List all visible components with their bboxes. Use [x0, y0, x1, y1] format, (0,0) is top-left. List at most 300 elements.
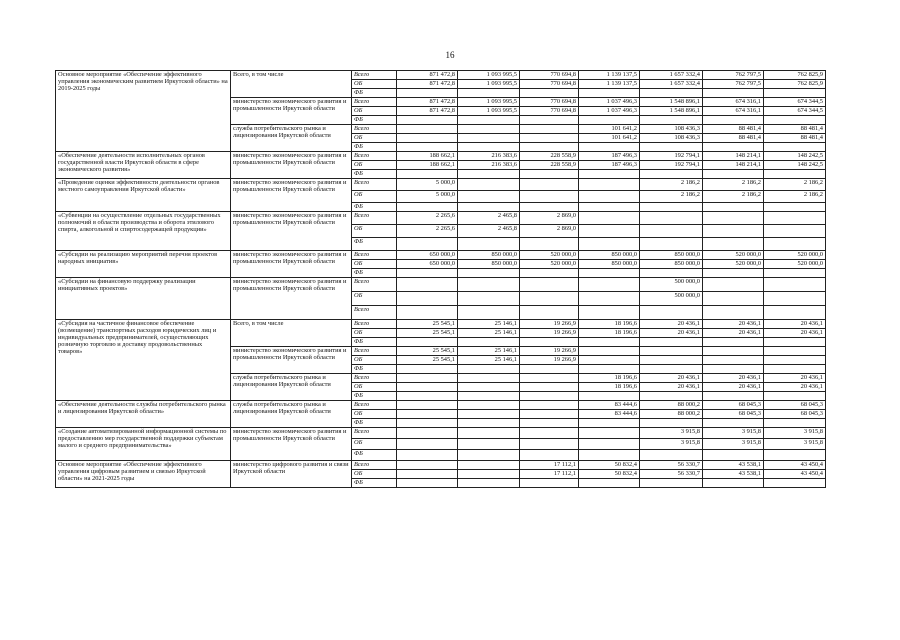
amount-cell: 188 662,1	[397, 152, 458, 161]
funding-source: ФБ	[352, 419, 397, 428]
amount-cell	[397, 439, 458, 450]
amount-cell	[458, 392, 520, 401]
amount-cell	[458, 338, 520, 347]
amount-cell: 1 139 137,5	[579, 71, 640, 80]
amount-cell	[520, 450, 579, 461]
amount-cell	[764, 338, 826, 347]
amount-cell	[458, 191, 520, 203]
amount-cell	[703, 225, 764, 238]
amount-cell	[458, 410, 520, 419]
amount-cell: 500 000,0	[640, 292, 703, 306]
amount-cell	[397, 365, 458, 374]
amount-cell: 25 545,1	[397, 347, 458, 356]
amount-cell: 1 037 496,3	[579, 98, 640, 107]
amount-cell: 674 316,1	[703, 107, 764, 116]
amount-cell	[703, 203, 764, 212]
amount-cell: 20 436,1	[764, 320, 826, 329]
amount-cell	[397, 203, 458, 212]
amount-cell: 3 915,8	[764, 428, 826, 439]
funding-source: ОБ	[352, 410, 397, 419]
page-number: 16	[445, 50, 455, 60]
amount-cell	[579, 356, 640, 365]
amount-cell: 43 450,4	[764, 470, 826, 479]
amount-cell: 68 045,3	[764, 410, 826, 419]
amount-cell	[579, 143, 640, 152]
amount-cell: 2 186,2	[640, 179, 703, 191]
amount-cell	[458, 383, 520, 392]
amount-cell	[703, 450, 764, 461]
amount-cell: 25 545,1	[397, 329, 458, 338]
amount-cell: 56 330,7	[640, 461, 703, 470]
amount-cell: 68 045,3	[703, 401, 764, 410]
amount-cell	[703, 479, 764, 488]
amount-cell	[520, 179, 579, 191]
funding-source: ФБ	[352, 203, 397, 212]
amount-cell	[397, 269, 458, 278]
amount-cell: 25 146,1	[458, 329, 520, 338]
amount-cell	[640, 338, 703, 347]
amount-cell: 187 496,3	[579, 161, 640, 170]
amount-cell: 500 000,0	[640, 278, 703, 292]
amount-cell: 20 436,1	[703, 329, 764, 338]
table-row	[56, 212, 826, 225]
amount-cell: 762 825,9	[764, 80, 826, 89]
amount-cell	[520, 338, 579, 347]
amount-cell: 187 496,3	[579, 152, 640, 161]
funding-source: ФБ	[352, 116, 397, 125]
responsible-executor: министерство экономического развития и промышленности Иркутской области	[231, 98, 352, 125]
amount-cell	[579, 116, 640, 125]
amount-cell: 20 436,1	[764, 329, 826, 338]
amount-cell	[764, 365, 826, 374]
amount-cell	[397, 116, 458, 125]
amount-cell	[764, 419, 826, 428]
responsible-executor: министерство экономического развития и промышленности Иркутской области	[231, 251, 352, 278]
amount-cell: 2 265,6	[397, 225, 458, 238]
amount-cell	[520, 392, 579, 401]
funding-source: Всего	[352, 347, 397, 356]
amount-cell: 520 000,0	[703, 260, 764, 269]
amount-cell: 650 000,0	[397, 260, 458, 269]
amount-cell: 148 242,5	[764, 152, 826, 161]
amount-cell	[520, 89, 579, 98]
amount-cell	[764, 89, 826, 98]
measure-description: Основное мероприятие «Обеспечение эффективного управления цифровым развитием и связью Иркутской области» на 2021-2025 годы	[56, 461, 231, 488]
funding-source: ОБ	[352, 260, 397, 269]
amount-cell: 68 045,3	[764, 401, 826, 410]
responsible-executor: министерство цифрового развития и связи Иркутской области	[231, 461, 352, 488]
amount-cell	[640, 347, 703, 356]
amount-cell	[579, 365, 640, 374]
funding-source: ФБ	[352, 170, 397, 179]
amount-cell	[458, 439, 520, 450]
responsible-executor: министерство экономического развития и промышленности Иркутской области	[231, 152, 352, 179]
amount-cell: 2 465,8	[458, 225, 520, 238]
table-row	[56, 71, 826, 80]
amount-cell: 650 000,0	[397, 251, 458, 260]
funding-source: ОБ	[352, 225, 397, 238]
amount-cell	[640, 170, 703, 179]
amount-cell	[579, 450, 640, 461]
amount-cell: 1 093 995,5	[458, 98, 520, 107]
funding-source: ОБ	[352, 470, 397, 479]
funding-source: ФБ	[352, 269, 397, 278]
amount-cell: 148 214,1	[703, 152, 764, 161]
amount-cell	[764, 116, 826, 125]
amount-cell	[703, 143, 764, 152]
amount-cell: 762 797,5	[703, 71, 764, 80]
table-row	[56, 278, 826, 292]
amount-cell: 43 538,1	[703, 461, 764, 470]
amount-cell	[703, 392, 764, 401]
amount-cell	[458, 450, 520, 461]
amount-cell: 101 641,2	[579, 134, 640, 143]
amount-cell: 762 825,9	[764, 71, 826, 80]
funding-source: Всего	[352, 320, 397, 329]
funding-source: ОБ	[352, 292, 397, 306]
amount-cell	[397, 410, 458, 419]
amount-cell	[458, 306, 520, 320]
amount-cell	[579, 306, 640, 320]
amount-cell: 20 436,1	[640, 329, 703, 338]
responsible-executor: служба потребительского рынка и лицензирования Иркутской области	[231, 401, 352, 428]
amount-cell: 1 139 137,5	[579, 80, 640, 89]
amount-cell: 2 186,2	[764, 179, 826, 191]
amount-cell	[458, 269, 520, 278]
responsible-executor: Всего, в том числе	[231, 320, 352, 347]
table-row	[56, 251, 826, 260]
amount-cell	[520, 383, 579, 392]
responsible-executor: служба потребительского рынка и лицензирования Иркутской области	[231, 374, 352, 401]
amount-cell	[397, 292, 458, 306]
amount-cell: 56 330,7	[640, 470, 703, 479]
table-row	[56, 461, 826, 470]
amount-cell	[764, 278, 826, 292]
amount-cell: 25 146,1	[458, 356, 520, 365]
amount-cell	[520, 306, 579, 320]
amount-cell	[640, 392, 703, 401]
amount-cell	[764, 203, 826, 212]
amount-cell: 3 915,8	[640, 428, 703, 439]
measure-description: Основное мероприятие «Обеспечение эффективного управления экономическим развитием Иркутской области» на 2019-2025 годы	[56, 71, 231, 152]
amount-cell: 148 214,1	[703, 161, 764, 170]
amount-cell: 3 915,8	[703, 428, 764, 439]
amount-cell: 850 000,0	[458, 251, 520, 260]
measure-description: «Субсидия на частичное финансовое обеспечение (возмещение) транспортных расходов юридических лиц и индивидуальных предпринимателей, осуществляющих розничную торговлю и доставку продовольственных товаров»	[56, 320, 231, 401]
amount-cell: 3 915,8	[764, 439, 826, 450]
amount-cell: 20 436,1	[764, 383, 826, 392]
table-row	[56, 401, 826, 410]
amount-cell	[764, 170, 826, 179]
amount-cell	[640, 89, 703, 98]
measure-description: «Проведение оценки эффективности деятельности органов местного самоуправления Иркутской области»	[56, 179, 231, 212]
amount-cell: 50 832,4	[579, 461, 640, 470]
funding-source: Всего	[352, 152, 397, 161]
funding-source: ФБ	[352, 89, 397, 98]
measure-description: «Обеспечение деятельности исполнительных органов государственной власти Иркутской области в сфере экономического развития»	[56, 152, 231, 179]
amount-cell: 188 662,1	[397, 161, 458, 170]
amount-cell: 88 481,4	[764, 125, 826, 134]
amount-cell	[764, 392, 826, 401]
funding-source: ОБ	[352, 356, 397, 365]
amount-cell	[458, 143, 520, 152]
table-row	[56, 152, 826, 161]
amount-cell	[520, 170, 579, 179]
amount-cell: 19 266,9	[520, 320, 579, 329]
amount-cell	[640, 450, 703, 461]
amount-cell: 2 186,2	[764, 191, 826, 203]
amount-cell: 871 472,8	[397, 107, 458, 116]
amount-cell: 20 436,1	[703, 320, 764, 329]
amount-cell	[579, 338, 640, 347]
amount-cell: 20 436,1	[703, 374, 764, 383]
amount-cell	[764, 143, 826, 152]
amount-cell: 192 794,1	[640, 152, 703, 161]
funding-source: Всего	[352, 98, 397, 107]
amount-cell	[579, 238, 640, 251]
amount-cell	[764, 356, 826, 365]
amount-cell	[764, 269, 826, 278]
funding-source: Всего	[352, 461, 397, 470]
amount-cell: 25 146,1	[458, 320, 520, 329]
amount-cell: 83 444,6	[579, 410, 640, 419]
amount-cell: 770 694,8	[520, 71, 579, 80]
table-row	[56, 179, 826, 191]
amount-cell	[703, 338, 764, 347]
amount-cell: 1 548 896,1	[640, 107, 703, 116]
amount-cell: 20 436,1	[640, 374, 703, 383]
amount-cell	[520, 203, 579, 212]
amount-cell	[579, 191, 640, 203]
amount-cell: 5 000,0	[397, 179, 458, 191]
amount-cell	[640, 419, 703, 428]
amount-cell: 770 694,8	[520, 80, 579, 89]
amount-cell	[703, 306, 764, 320]
amount-cell	[579, 347, 640, 356]
amount-cell: 43 538,1	[703, 470, 764, 479]
funding-source: ФБ	[352, 338, 397, 347]
amount-cell	[579, 269, 640, 278]
amount-cell	[397, 461, 458, 470]
amount-cell	[520, 419, 579, 428]
amount-cell	[520, 374, 579, 383]
measure-description: «Субсидии на финансовую поддержку реализации инициативных проектов»	[56, 278, 231, 320]
amount-cell	[579, 479, 640, 488]
amount-cell: 20 436,1	[640, 383, 703, 392]
amount-cell	[764, 347, 826, 356]
amount-cell: 5 000,0	[397, 191, 458, 203]
amount-cell: 17 112,1	[520, 461, 579, 470]
amount-cell	[397, 383, 458, 392]
amount-cell	[520, 191, 579, 203]
amount-cell: 88 481,4	[703, 125, 764, 134]
amount-cell	[520, 365, 579, 374]
measure-description: «Создание автоматизированной информационной системы по предоставлению мер государственной поддержки субъектам малого и среднего предпринимательства»	[56, 428, 231, 461]
amount-cell	[703, 170, 764, 179]
amount-cell	[764, 238, 826, 251]
amount-cell	[764, 306, 826, 320]
amount-cell	[520, 269, 579, 278]
amount-cell: 148 242,5	[764, 161, 826, 170]
budget-table	[55, 70, 826, 488]
amount-cell: 2 186,2	[703, 191, 764, 203]
amount-cell	[520, 401, 579, 410]
amount-cell: 674 344,5	[764, 107, 826, 116]
funding-source: ФБ	[352, 392, 397, 401]
amount-cell	[520, 292, 579, 306]
amount-cell	[458, 428, 520, 439]
amount-cell	[458, 401, 520, 410]
amount-cell: 19 266,9	[520, 329, 579, 338]
table-row	[56, 320, 826, 329]
amount-cell	[397, 125, 458, 134]
amount-cell: 20 436,1	[764, 374, 826, 383]
amount-cell	[579, 212, 640, 225]
amount-cell: 228 558,9	[520, 161, 579, 170]
amount-cell	[397, 419, 458, 428]
amount-cell: 101 641,2	[579, 125, 640, 134]
funding-source: ФБ	[352, 450, 397, 461]
amount-cell: 25 146,1	[458, 347, 520, 356]
amount-cell: 88 000,2	[640, 401, 703, 410]
amount-cell: 108 436,3	[640, 134, 703, 143]
amount-cell	[520, 125, 579, 134]
amount-cell: 25 545,1	[397, 356, 458, 365]
responsible-executor: министерство экономического развития и промышленности Иркутской области	[231, 428, 352, 461]
measure-description: «Субвенции на осуществление отдельных государственных полномочий в области производства и оборота этилового спирта, алкогольной и спиртосодержащей продукции»	[56, 212, 231, 251]
amount-cell	[640, 365, 703, 374]
amount-cell	[397, 143, 458, 152]
amount-cell: 520 000,0	[703, 251, 764, 260]
amount-cell: 50 832,4	[579, 470, 640, 479]
responsible-executor: Всего, в том числе	[231, 71, 352, 98]
amount-cell	[703, 365, 764, 374]
responsible-executor: министерство экономического развития и промышленности Иркутской области	[231, 278, 352, 320]
amount-cell	[764, 225, 826, 238]
funding-source: Всего	[352, 179, 397, 191]
amount-cell	[458, 470, 520, 479]
amount-cell: 216 383,6	[458, 152, 520, 161]
amount-cell: 674 316,1	[703, 98, 764, 107]
amount-cell: 1 093 995,5	[458, 71, 520, 80]
amount-cell: 2 465,8	[458, 212, 520, 225]
amount-cell	[579, 170, 640, 179]
funding-source: Всего	[352, 306, 397, 320]
responsible-executor: министерство экономического развития и промышленности Иркутской области	[231, 179, 352, 212]
amount-cell	[579, 292, 640, 306]
amount-cell: 3 915,8	[703, 439, 764, 450]
amount-cell	[703, 278, 764, 292]
amount-cell: 520 000,0	[520, 260, 579, 269]
amount-cell: 19 266,9	[520, 356, 579, 365]
amount-cell: 88 481,4	[764, 134, 826, 143]
amount-cell	[458, 179, 520, 191]
responsible-executor: министерство экономического развития и промышленности Иркутской области	[231, 347, 352, 374]
amount-cell: 850 000,0	[579, 251, 640, 260]
amount-cell: 1 093 995,5	[458, 107, 520, 116]
amount-cell: 1 548 896,1	[640, 98, 703, 107]
amount-cell	[458, 419, 520, 428]
amount-cell	[520, 410, 579, 419]
amount-cell: 850 000,0	[640, 251, 703, 260]
funding-source: Всего	[352, 278, 397, 292]
amount-cell	[579, 89, 640, 98]
amount-cell: 2 186,2	[640, 191, 703, 203]
amount-cell: 18 196,6	[579, 320, 640, 329]
funding-source: Всего	[352, 251, 397, 260]
amount-cell	[458, 365, 520, 374]
amount-cell	[458, 461, 520, 470]
amount-cell	[397, 392, 458, 401]
amount-cell	[520, 116, 579, 125]
amount-cell	[703, 212, 764, 225]
amount-cell	[458, 125, 520, 134]
amount-cell: 2 265,6	[397, 212, 458, 225]
responsible-executor: министерство экономического развития и промышленности Иркутской области	[231, 212, 352, 251]
amount-cell: 18 196,6	[579, 374, 640, 383]
amount-cell: 228 558,9	[520, 152, 579, 161]
amount-cell	[640, 212, 703, 225]
funding-source: Всего	[352, 428, 397, 439]
amount-cell	[458, 134, 520, 143]
amount-cell	[458, 292, 520, 306]
amount-cell: 770 694,8	[520, 107, 579, 116]
amount-cell	[520, 238, 579, 251]
amount-cell	[579, 392, 640, 401]
amount-cell	[579, 278, 640, 292]
amount-cell	[397, 374, 458, 383]
amount-cell: 20 436,1	[640, 320, 703, 329]
amount-cell	[520, 143, 579, 152]
responsible-executor: служба потребительского рынка и лицензирования Иркутской области	[231, 125, 352, 152]
amount-cell	[397, 238, 458, 251]
amount-cell	[397, 338, 458, 347]
amount-cell	[397, 89, 458, 98]
funding-source: ОБ	[352, 107, 397, 116]
funding-source: ОБ	[352, 191, 397, 203]
amount-cell	[397, 278, 458, 292]
amount-cell	[397, 170, 458, 179]
amount-cell	[397, 401, 458, 410]
amount-cell	[640, 225, 703, 238]
funding-source: Всего	[352, 71, 397, 80]
amount-cell: 871 472,8	[397, 80, 458, 89]
amount-cell	[397, 470, 458, 479]
amount-cell	[764, 479, 826, 488]
funding-source: ФБ	[352, 238, 397, 251]
amount-cell	[458, 89, 520, 98]
amount-cell: 18 196,6	[579, 329, 640, 338]
amount-cell	[764, 450, 826, 461]
amount-cell	[397, 428, 458, 439]
amount-cell	[640, 479, 703, 488]
amount-cell	[579, 439, 640, 450]
amount-cell: 2 869,0	[520, 225, 579, 238]
amount-cell: 19 266,9	[520, 347, 579, 356]
amount-cell	[640, 269, 703, 278]
amount-cell	[703, 238, 764, 251]
amount-cell	[640, 356, 703, 365]
amount-cell	[520, 134, 579, 143]
amount-cell	[397, 306, 458, 320]
amount-cell: 2 186,2	[703, 179, 764, 191]
amount-cell: 871 472,8	[397, 71, 458, 80]
amount-cell	[640, 116, 703, 125]
amount-cell: 20 436,1	[703, 383, 764, 392]
amount-cell: 1 093 995,5	[458, 80, 520, 89]
amount-cell	[579, 203, 640, 212]
amount-cell	[703, 89, 764, 98]
